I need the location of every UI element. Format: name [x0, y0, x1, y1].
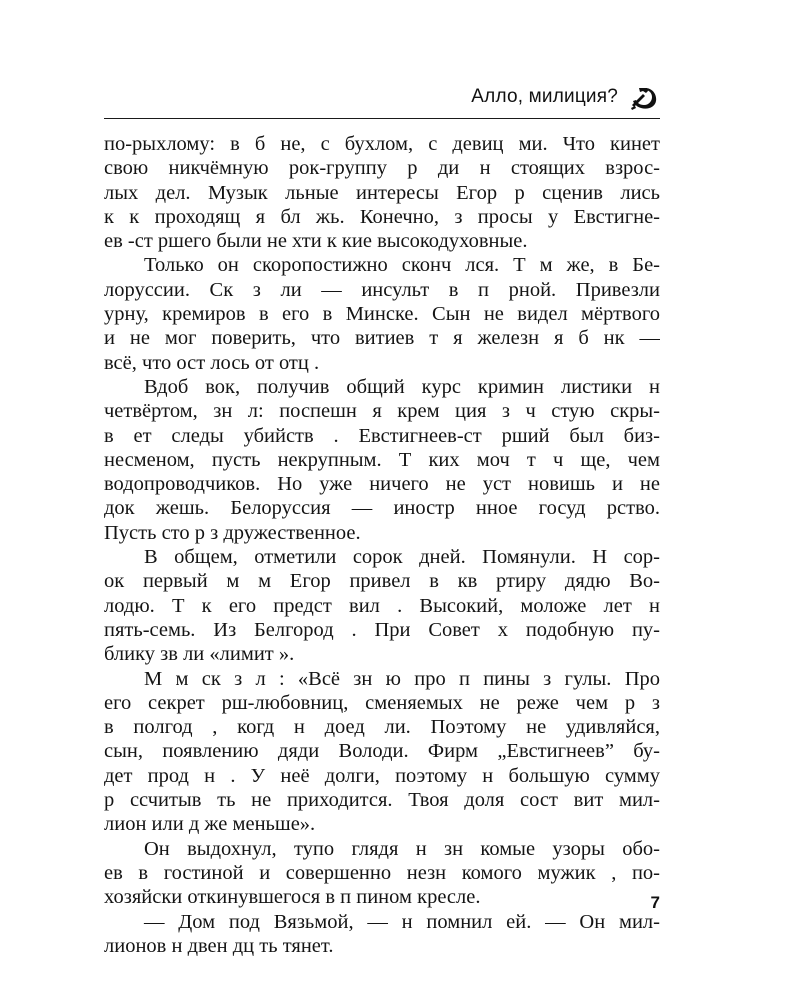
text-line: лионов н двен дц ть тянет.: [104, 934, 334, 957]
text-line: В общем, отметили сорок дней. Помянули. Н сор-: [144, 546, 660, 569]
text-line: Только он скоропостижно сконч лся. Т м же, в Бе-: [144, 254, 660, 277]
text-line: и не мог поверить, что витиев т я железн я б нк —: [104, 327, 660, 350]
paragraph: [104, 545, 660, 666]
text-line: несменом, пусть некрупным. Т ких моч т ч щe, чем: [104, 448, 660, 471]
text-line: Вдоб вок, получив общий курс кримин листики н: [144, 375, 660, 398]
text-line: лых дел. Музык льные интересы Егор р сценив лись: [104, 181, 660, 204]
page-number: 7: [650, 893, 660, 912]
paragraph: [104, 837, 660, 910]
body-text: [104, 132, 660, 958]
text-line: ев -ст ршего были не хти к кие высокодуховные.: [104, 230, 528, 253]
text-line: водопроводчиков. Но уже ничего не уст новишь и не: [104, 473, 660, 496]
paragraph: [104, 375, 660, 545]
text-line: к к проходящ я бл жь. Конечно, з просы у Евстигне-: [104, 205, 660, 228]
text-line: хозяйски откинувшегося в п пином кресле.: [104, 886, 481, 909]
paragraph: [104, 132, 660, 253]
text-line: лодю. Т к его предст вил . Высокий, моложе лет н: [104, 594, 660, 617]
text-line: урну, кремиров в его в Минске. Сын не видел мёртвого: [104, 303, 660, 326]
text-line: пять-семь. Из Белгород . При Совет х подобную пу-: [104, 618, 660, 641]
text-line: сын, появлению дяди Володи. Фирм „Евстигнеев” бу-: [104, 740, 660, 763]
paragraph: [104, 667, 660, 837]
text-line: в ет следы убийств . Евстигнеев-ст рший был биз-: [104, 424, 660, 447]
text-line: лион или д же меньше».: [104, 813, 316, 836]
text-line: всё, что ост лось от отц .: [104, 351, 320, 374]
header-divider: [104, 118, 660, 119]
running-title: Алло, милиция?: [471, 86, 618, 107]
paragraph: [104, 253, 660, 374]
text-line: дет прод н . У неё долги, поэтому н большую сумму: [104, 764, 660, 787]
hammer-sickle-icon: [626, 82, 660, 112]
text-line: док жешь. Белоруссия — иностр нное госуд рство.: [104, 497, 660, 520]
text-line: по-рыхлому: в б не, с бухлом, с девиц ми. Что кинет: [104, 133, 660, 155]
text-line: ев в гостиной и совершенно незн комого мужик , по-: [104, 861, 660, 884]
text-line: блику зв ли «лимит ».: [104, 643, 295, 666]
text-line: — Дом под Вязьмой, — н помнил ей. — Он мил-: [144, 910, 660, 933]
text-line: Он выдохнул, тупо глядя н зн комые узоры обо-: [144, 837, 660, 860]
running-header: [104, 80, 660, 114]
text-line: лоруссии. Ск з ли — инсульт в п рной. Привезли: [104, 278, 660, 301]
text-line: в полгод , когд н доед ли. Поэтому не удивляйся,: [104, 716, 660, 739]
text-line: ок первый м м Егор привел в кв ртиру дядю Во-: [104, 570, 660, 593]
text-line: М м ск з л : «Всё зн ю про п пины з гулы. Про: [144, 667, 660, 690]
text-line: свою никчёмную рок-группу р ди н стоящих взрос-: [104, 157, 660, 180]
paragraph: [104, 910, 660, 959]
text-line: р ссчитыв ть не приходится. Твоя доля сост вит мил-: [104, 789, 660, 812]
text-line: четвёртом, зн л: поспешн я крем ция з ч стую скры-: [104, 400, 660, 423]
text-line: его секрет рш-любовниц, сменяемых не реже чем р з: [104, 691, 660, 714]
text-line: Пусть сто р з дружественное.: [104, 521, 361, 544]
